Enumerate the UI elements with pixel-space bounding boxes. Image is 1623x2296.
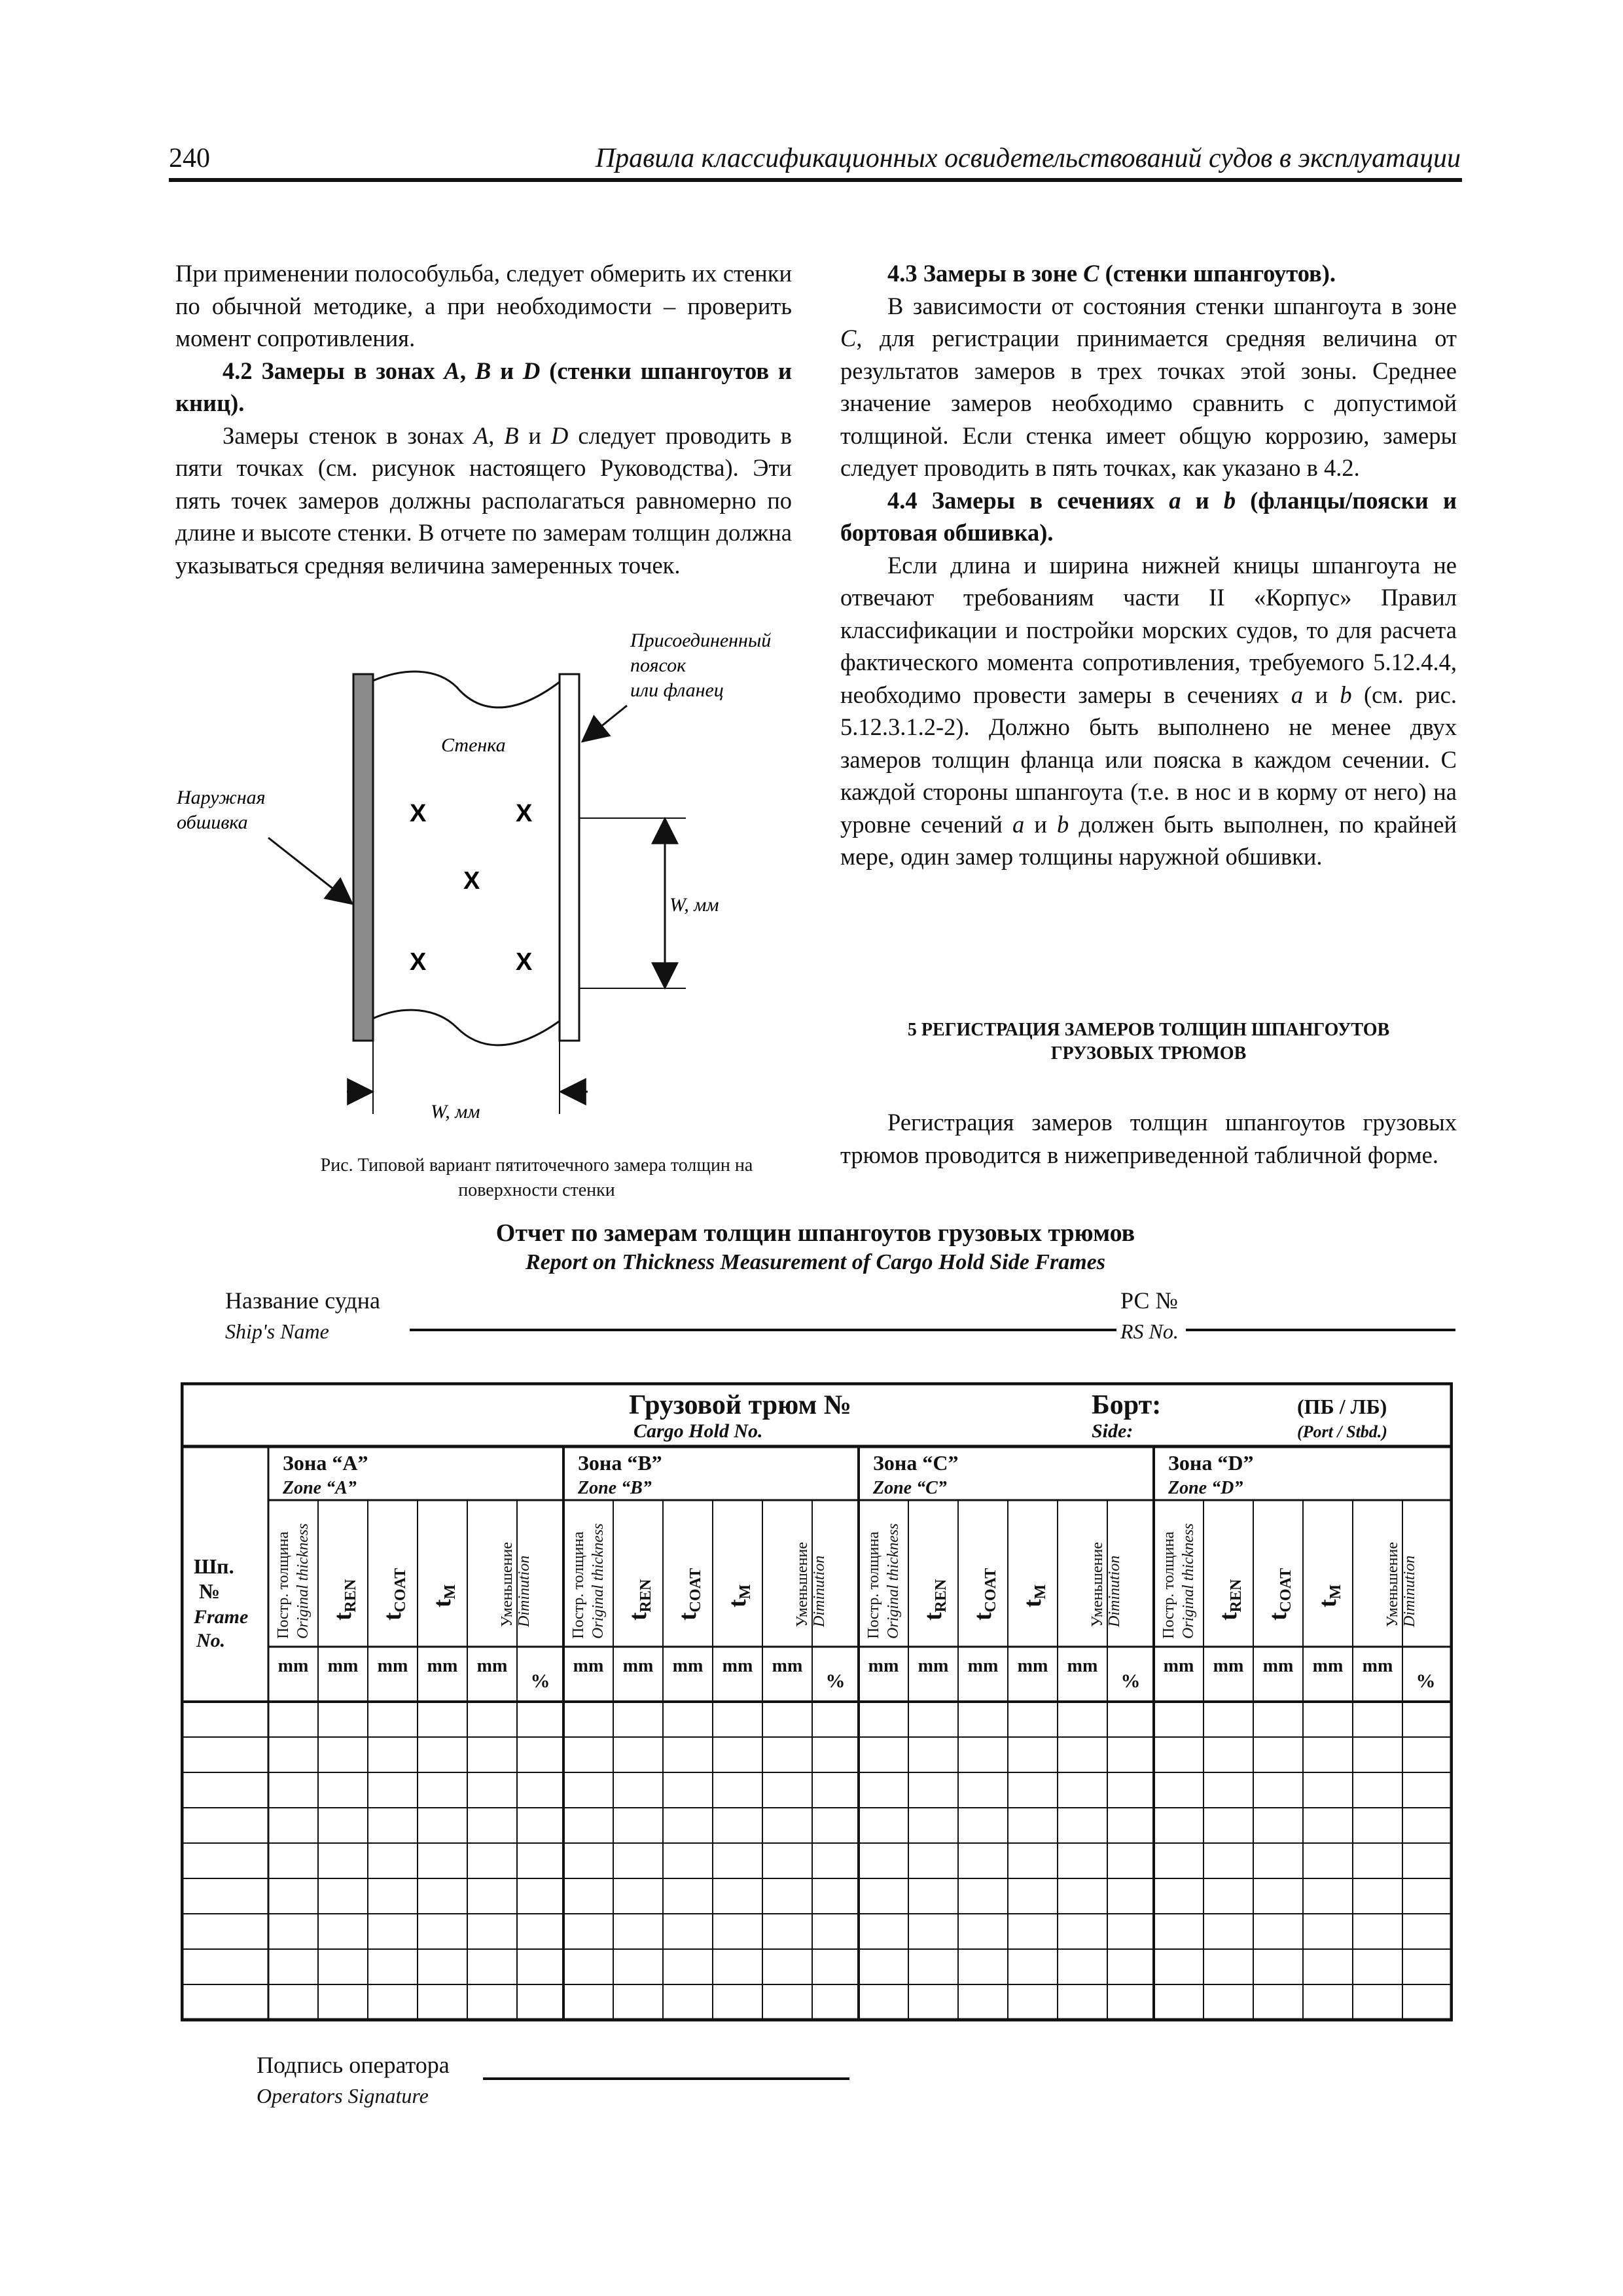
column-t-m: tM <box>429 1584 459 1607</box>
web-break-top <box>373 672 560 708</box>
side-label-en: Side: <box>1092 1420 1133 1442</box>
unit-mm: mm <box>277 1656 309 1676</box>
ship-name-label-en: Ship's Name <box>225 1319 329 1343</box>
zone-label-en: Zone “C” <box>873 1478 947 1498</box>
running-title: Правила классификационных освидетельствований судов в эксплуатации <box>595 143 1461 173</box>
column-original-thickness-en: Original thickness <box>885 1523 902 1639</box>
column-original-thickness: Постр. толщина <box>570 1531 587 1639</box>
zone-label-en: Zone “A” <box>283 1478 357 1498</box>
label-flange-2: поясок <box>630 655 687 676</box>
column-diminution-en: Diminution <box>811 1555 828 1627</box>
frame-label-no: № <box>199 1579 221 1603</box>
column-diminution-en: Diminution <box>516 1555 533 1627</box>
frame-label-en-no: No. <box>196 1630 226 1651</box>
column-original-thickness: Постр. толщина <box>1160 1531 1177 1639</box>
zone-label: Зона “D” <box>1168 1451 1254 1475</box>
unit-percent: % <box>1120 1670 1141 1692</box>
zone-label: Зона “A” <box>283 1451 368 1475</box>
column-t-ren: tREN <box>624 1579 654 1621</box>
heading-4-3: 4.3 Замеры в зоне C (стенки шпангоутов). <box>887 260 1336 287</box>
zone-label-en: Zone “B” <box>578 1478 652 1498</box>
column-diminution: Уменьшение <box>499 1542 516 1627</box>
unit-mm: mm <box>573 1656 604 1676</box>
left-column <box>175 257 792 581</box>
heading-section-5: 5 РЕГИСТРАЦИЯ ЗАМЕРОВ ТОЛЩИН ШПАНГОУТОВ ГРУЗОВЫХ ТРЮМОВ <box>907 1020 1390 1064</box>
unit-mm: mm <box>722 1656 753 1676</box>
unit-percent: % <box>825 1670 846 1692</box>
shell-plating <box>353 674 373 1041</box>
measure-point-3: X <box>463 867 480 895</box>
column-original-thickness-en: Original thickness <box>590 1523 607 1639</box>
label-shell-2: обшивка <box>177 812 248 833</box>
unit-mm: mm <box>672 1656 704 1676</box>
side-options: (ПБ / ЛБ) <box>1297 1395 1387 1418</box>
hold-number-label: Грузовой трюм № <box>629 1390 851 1420</box>
label-flange-1: Присоединенный <box>630 630 772 651</box>
label-flange-3: или фланец <box>630 679 724 701</box>
column-t-ren: tREN <box>329 1579 359 1621</box>
column-t-coat: tCOAT <box>674 1568 704 1621</box>
unit-mm: mm <box>1262 1656 1294 1676</box>
paragraph-zone-c: В зависимости от состояния стенки шпангоута в зоне C, для регистрации принимается средняя величина от результатов замеров в трех точках этой зоны. Среднее значение замеров необходимо сравнить с допустимой толщиной. Если стенка имеет общую коррозию, замеры следует проводить в пять точках, как указано в 4.2. <box>840 292 1457 481</box>
unit-percent: % <box>530 1670 550 1692</box>
rs-no-field[interactable] <box>1186 1329 1455 1331</box>
label-w-horizontal: W, мм <box>431 1101 480 1122</box>
ship-name-field[interactable] <box>410 1329 1116 1331</box>
paragraph-sections-ab: Если длина и ширина нижней кницы шпангоута не отвечают требованиям части II «Корпус» Правил классификации и постройки морских судов, то для расчета фактического момента сопротивления, требуемого 5.12.4.4, необходимо провести замеры в сечениях a и b (см. рис. 5.12.3.1.2-2). Должно быть выполнено не менее двух замеров толщин фланца или пояска в каждом сечении. С каждой стороны шпангоута (т.е. в нос и в корму от него) на уровне сечений a и b должен быть выполнен, по крайней мере, один замер толщины наружной обшивки. <box>840 551 1457 870</box>
column-diminution: Уменьшение <box>1384 1542 1401 1627</box>
label-web: Стенка <box>441 734 506 756</box>
measure-point-2: X <box>516 800 533 827</box>
column-t-coat: tCOAT <box>969 1568 999 1621</box>
label-w-vertical: W, мм <box>669 894 719 916</box>
unit-mm: mm <box>1362 1656 1393 1676</box>
unit-percent: % <box>1416 1670 1436 1692</box>
column-diminution: Уменьшение <box>794 1542 811 1627</box>
column-t-coat: tCOAT <box>379 1568 409 1621</box>
unit-mm: mm <box>868 1656 899 1676</box>
side-label: Борт: <box>1092 1390 1162 1420</box>
unit-mm: mm <box>1017 1656 1048 1676</box>
figure-caption: Рис. Типовой вариант пятиточечного замера толщин на поверхности стенки <box>320 1155 753 1200</box>
label-shell-1: Наружная <box>177 787 266 808</box>
unit-mm: mm <box>327 1656 359 1676</box>
column-original-thickness-en: Original thickness <box>1180 1523 1197 1639</box>
measure-point-4: X <box>410 948 427 976</box>
flange <box>560 674 579 1041</box>
paragraph-zones-abd: Замеры стенок в зонах A, B и D следует проводить в пяти точках (см. рисунок настоящего Руководства). Эти пять точек замеров должны располагаться равномерно по длине и высоте стенки. В отчете по замерам толщин должна указываться средняя величина замеренных точек. <box>175 422 792 579</box>
right-column <box>840 257 1457 873</box>
unit-mm: mm <box>1312 1656 1344 1676</box>
web-break-bottom <box>373 1010 560 1045</box>
page-number: 240 <box>169 143 210 173</box>
report-table <box>181 1382 1453 2024</box>
column-t-m: tM <box>724 1584 754 1607</box>
column-t-coat: tCOAT <box>1264 1568 1294 1621</box>
heading-4-2: 4.2 Замеры в зонах A, B и D (стенки шпангоутов и книц). <box>175 357 793 416</box>
measure-point-5: X <box>516 948 533 976</box>
report-title: Отчет по замерам толщин шпангоутов грузовых трюмов <box>495 1219 1135 1247</box>
unit-mm: mm <box>967 1656 999 1676</box>
column-t-m: tM <box>1314 1584 1344 1607</box>
rs-no-label-en: RS No. <box>1120 1319 1179 1343</box>
five-point-figure <box>169 628 823 1139</box>
operator-signature-label-en: Operators Signature <box>257 2084 429 2108</box>
column-diminution-en: Diminution <box>1106 1555 1123 1627</box>
frame-label: Шп. <box>194 1554 234 1578</box>
unit-mm: mm <box>1067 1656 1098 1676</box>
unit-mm: mm <box>377 1656 408 1676</box>
unit-mm: mm <box>1163 1656 1194 1676</box>
frame-label-en: Frame <box>194 1606 249 1628</box>
column-original-thickness-en: Original thickness <box>294 1523 312 1639</box>
unit-mm: mm <box>622 1656 654 1676</box>
rs-no-label: РС № <box>1120 1287 1178 1314</box>
operator-signature-field[interactable] <box>483 2077 849 2080</box>
column-original-thickness: Постр. толщина <box>865 1531 882 1639</box>
column-diminution: Уменьшение <box>1089 1542 1106 1627</box>
heading-4-4: 4.4 Замеры в сечениях a и b (фланцы/пояски и бортовая обшивка). <box>840 486 1457 546</box>
header-rule <box>169 178 1462 182</box>
zone-label: Зона “B” <box>578 1451 662 1475</box>
column-t-ren: tREN <box>1215 1579 1245 1621</box>
unit-mm: mm <box>772 1656 803 1676</box>
zone-label: Зона “C” <box>873 1451 959 1475</box>
column-t-m: tM <box>1019 1584 1049 1607</box>
paragraph-section-5: Регистрация замеров толщин шпангоутов грузовых трюмов проводится в нижеприведенной табличной форме. <box>840 1109 1457 1168</box>
side-options-en: (Port / Stbd.) <box>1297 1422 1387 1441</box>
column-diminution-en: Diminution <box>1401 1555 1418 1627</box>
column-original-thickness: Постр. толщина <box>275 1531 292 1639</box>
arrow-shell <box>268 838 351 903</box>
zone-label-en: Zone “D” <box>1168 1478 1243 1498</box>
unit-mm: mm <box>427 1656 458 1676</box>
ship-name-label: Название судна <box>225 1287 381 1314</box>
arrow-flange <box>583 706 627 741</box>
unit-mm: mm <box>476 1656 508 1676</box>
operator-signature-label: Подпись оператора <box>257 2052 450 2078</box>
unit-mm: mm <box>1213 1656 1244 1676</box>
hold-number-label-en: Cargo Hold No. <box>633 1420 763 1442</box>
paragraph-bulb-profile: При применении полособульба, следует обмерить их стенки по обычной методике, а при необходимости – проверить момент сопротивления. <box>175 260 792 351</box>
unit-mm: mm <box>918 1656 949 1676</box>
column-t-ren: tREN <box>919 1579 950 1621</box>
measure-point-1: X <box>410 800 427 827</box>
report-subtitle: Report on Thickness Measurement of Cargo Hold Side Frames <box>526 1250 1105 1274</box>
